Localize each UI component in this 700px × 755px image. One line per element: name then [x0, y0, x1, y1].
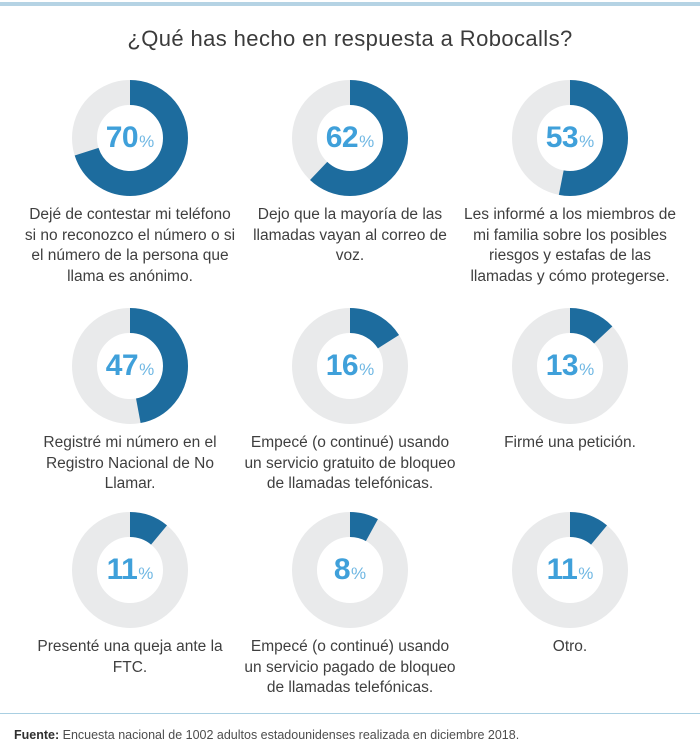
- donut-track: [85, 525, 176, 616]
- donut-svg: [292, 308, 408, 424]
- percent-number: 53: [545, 121, 579, 154]
- donut-svg: [512, 512, 628, 628]
- donut-cell: [20, 512, 240, 712]
- donut-ring: [292, 308, 408, 424]
- donut-caption: Dejo que la mayoría de las llamadas vayan al correo de voz.: [253, 206, 447, 265]
- source-note: [14, 728, 686, 742]
- donut-ring: [512, 512, 628, 628]
- donut-track: [525, 525, 616, 616]
- percent-number: 16: [325, 349, 359, 382]
- donut-cell: [460, 512, 680, 712]
- donut-caption: Presenté una queja ante la FTC.: [37, 638, 223, 676]
- percent-number: 62: [325, 121, 359, 154]
- donut-ring: [292, 80, 408, 196]
- donut-caption: Empecé (o continué) usando un servicio pagado de bloqueo de llamadas telefónicas.: [244, 638, 456, 697]
- percent-sign: %: [578, 564, 594, 583]
- donut-svg: [72, 80, 188, 196]
- donut-track: [305, 525, 396, 616]
- donut-ring: [72, 80, 188, 196]
- footer-divider: [0, 713, 700, 714]
- donut-svg: [72, 308, 188, 424]
- percent-number: 11: [546, 553, 578, 586]
- percent-sign: %: [359, 132, 375, 151]
- donut-cell: [240, 512, 460, 712]
- page-title: ¿Qué has hecho en respuesta a Robocalls?: [127, 26, 573, 51]
- donut-chart-grid: [20, 80, 680, 712]
- donut-ring: [512, 80, 628, 196]
- percent-number: 13: [545, 349, 579, 382]
- percent-sign: %: [359, 360, 375, 379]
- donut-caption: Empecé (o continué) usando un servicio gratuito de bloqueo de llamadas telefónicas.: [244, 434, 456, 493]
- donut-cell: [460, 80, 680, 308]
- top-accent-bar: [0, 2, 700, 6]
- percent-sign: %: [351, 564, 367, 583]
- source-text: Encuesta nacional de 1002 adultos estadounidenses realizada en diciembre 2018.: [59, 728, 520, 742]
- donut-svg: [512, 80, 628, 196]
- percent-number: 11: [106, 553, 138, 586]
- donut-caption: Dejé de contestar mi teléfono si no reconozco el número o si el número de la persona que llama es anónimo.: [24, 206, 236, 285]
- donut-caption: Les informé a los miembros de mi familia sobre los posibles riesgos y estafas de las llamadas y cómo protegerse.: [464, 206, 676, 285]
- percent-sign: %: [579, 360, 595, 379]
- donut-caption: Firmé una petición.: [504, 434, 636, 451]
- donut-svg: [512, 308, 628, 424]
- donut-ring: [292, 512, 408, 628]
- donut-cell: [460, 308, 680, 512]
- source-label: Fuente:: [14, 728, 60, 742]
- donut-ring: [72, 308, 188, 424]
- percent-sign: %: [579, 132, 595, 151]
- percent-number: 8: [333, 553, 351, 586]
- donut-cell: [20, 80, 240, 308]
- percent-sign: %: [139, 360, 155, 379]
- percent-sign: %: [139, 132, 155, 151]
- donut-cell: [240, 308, 460, 512]
- donut-ring: [72, 512, 188, 628]
- donut-cell: [240, 80, 460, 308]
- donut-svg: [72, 512, 188, 628]
- donut-caption: Registré mi número en el Registro Nacional de No Llamar.: [43, 434, 217, 493]
- percent-number: 47: [105, 349, 139, 382]
- donut-svg: [292, 512, 408, 628]
- percent-number: 70: [105, 121, 139, 154]
- percent-sign: %: [138, 564, 154, 583]
- donut-svg: [292, 80, 408, 196]
- donut-ring: [512, 308, 628, 424]
- donut-cell: [20, 308, 240, 512]
- donut-caption: Otro.: [552, 638, 588, 655]
